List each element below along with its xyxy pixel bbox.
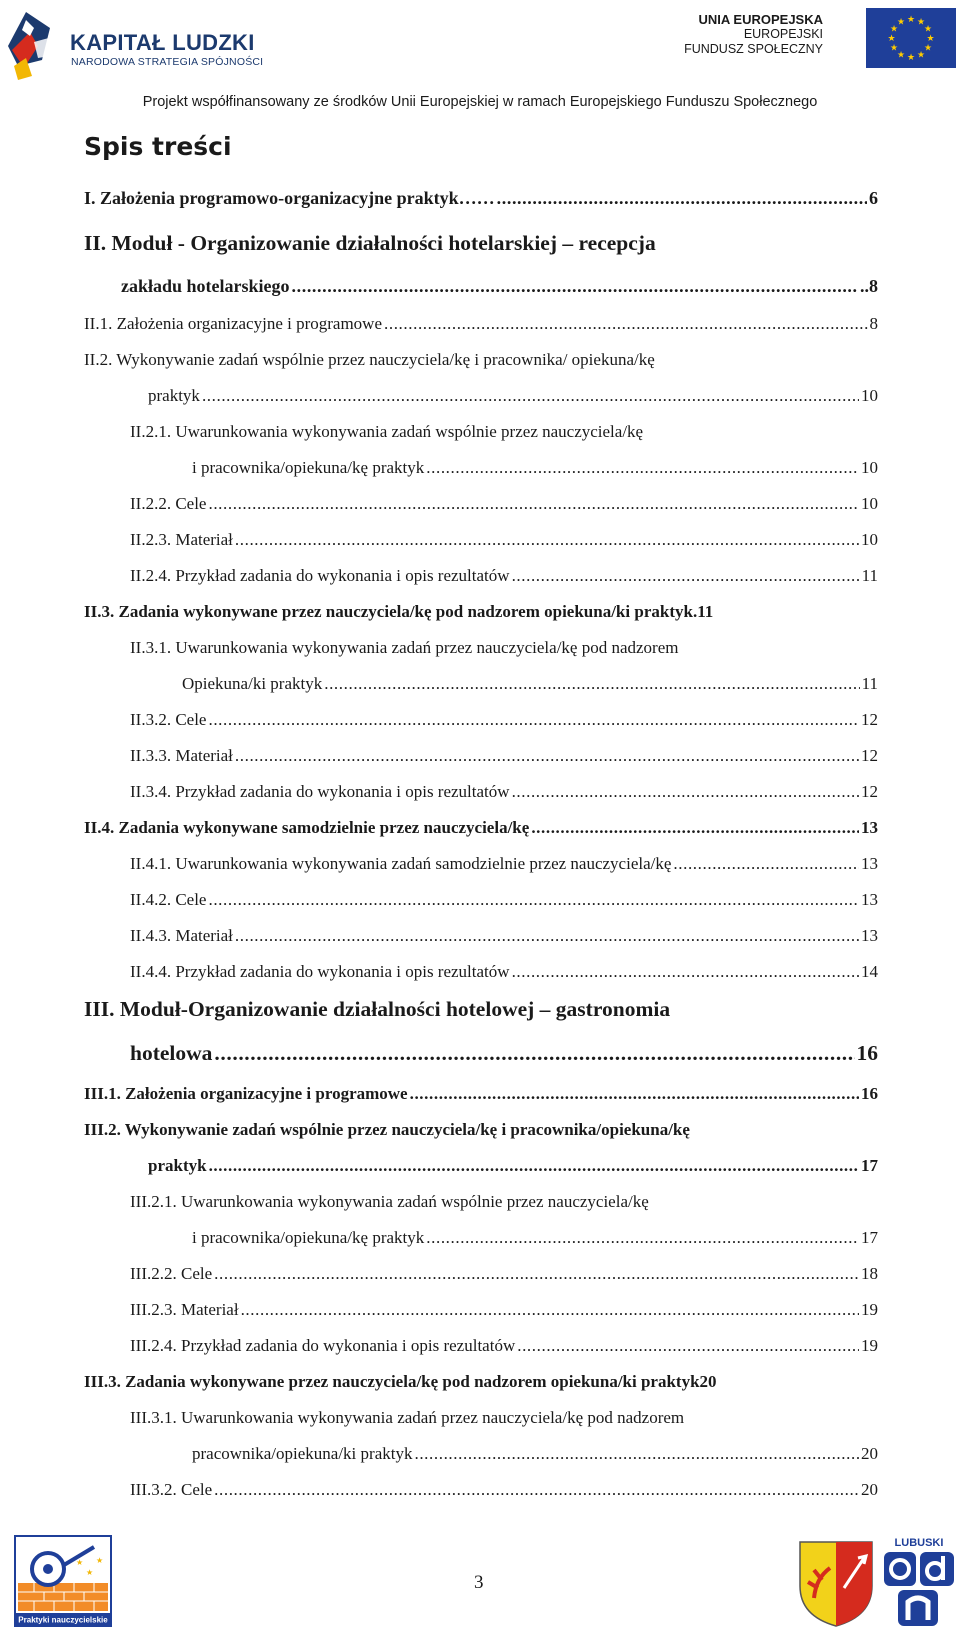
kapital-ludzki-subtitle: NARODOWA STRATEGIA SPÓJNOŚCI	[71, 56, 264, 68]
toc-entry-page: 12	[861, 782, 878, 801]
toc-entry-page: 11	[861, 566, 878, 585]
svg-text:★: ★	[906, 53, 916, 63]
kapital-ludzki-title: KAPITAŁ LUDZKI	[70, 30, 255, 55]
toc-dot-leader	[517, 1336, 859, 1356]
svg-text:★: ★	[889, 43, 899, 54]
toc-entry-title: II.2.3. Materiał	[130, 530, 233, 549]
toc-entry-page: 13	[861, 854, 878, 873]
toc-entry[interactable]	[130, 854, 878, 874]
svg-text:★: ★	[896, 50, 906, 61]
toc-dot-leader	[209, 1156, 859, 1176]
toc-entry-page: 10	[861, 458, 878, 477]
page-title: Spis treści	[84, 132, 232, 161]
toc-entry[interactable]	[130, 530, 878, 550]
svg-text:★: ★	[889, 24, 899, 35]
toc-dot-leader	[673, 854, 859, 874]
svg-text:★: ★	[926, 34, 935, 44]
toc-entry-title[interactable]: III.2.1. Uwarunkowania wykonywania zadań wspólnie przez nauczyciela/kę	[130, 1192, 649, 1211]
toc-dot-leader	[497, 188, 867, 209]
toc-entry-title: II.2.2. Cele	[130, 494, 207, 513]
toc-entry-page: 20	[699, 1372, 717, 1391]
page-number: 3	[474, 1572, 484, 1593]
lubuski-label: LUBUSKI	[894, 1537, 944, 1549]
svg-text:★: ★	[896, 17, 906, 28]
toc-entry[interactable]	[130, 962, 878, 982]
toc-entry-title: II.2.4. Przykład zadania do wykonania i opis rezultatów	[130, 566, 510, 585]
toc-entry[interactable]	[130, 1264, 878, 1284]
toc-entry-page: 17	[861, 1156, 878, 1175]
praktyki-nauczycielskie-logo	[14, 1535, 112, 1627]
eu-line-3: FUNDUSZ SPOŁECZNY	[684, 42, 823, 56]
toc-entry-title: II.3.3. Materiał	[130, 746, 233, 765]
toc-dot-leader	[512, 962, 859, 982]
toc-entry[interactable]	[130, 1480, 878, 1500]
toc-entry[interactable]	[148, 1156, 878, 1176]
toc-entry[interactable]	[148, 386, 878, 406]
toc-dot-leader	[410, 1084, 859, 1104]
toc-entry[interactable]	[130, 566, 878, 586]
toc-entry[interactable]	[130, 710, 878, 730]
toc-entry-title: II.4.2. Cele	[130, 890, 207, 909]
svg-text:★: ★	[916, 50, 926, 61]
toc-dot-leader	[426, 1228, 859, 1248]
toc-entry[interactable]	[130, 1041, 878, 1066]
toc-dot-leader	[214, 1480, 859, 1500]
toc-dot-leader	[531, 818, 859, 838]
toc-entry-page: 18	[861, 1264, 878, 1283]
svg-text:★: ★	[887, 34, 896, 44]
toc-dot-leader	[512, 566, 860, 586]
toc-entry[interactable]	[84, 1372, 878, 1392]
toc-entry[interactable]	[130, 1336, 878, 1356]
eu-line-2: EUROPEJSKI	[743, 27, 823, 41]
toc-entry[interactable]	[182, 674, 878, 694]
toc-entry-title[interactable]: III.2. Wykonywanie zadań wspólnie przez nauczyciela/kę i pracownika/opiekuna/kę	[84, 1120, 690, 1139]
toc-entry-title: III.2.3. Materiał	[130, 1300, 239, 1319]
toc-entry-title: II.4. Zadania wykonywane samodzielnie przez nauczyciela/kę	[84, 818, 530, 837]
toc-entry-page: .11	[692, 602, 714, 621]
toc-entry-title[interactable]: III. Moduł-Organizowanie działalności hotelowej – gastronomia	[84, 997, 671, 1021]
toc-entry-title: i pracownika/opiekuna/kę praktyk	[192, 1228, 425, 1247]
toc-entry-page: 16	[861, 1084, 878, 1103]
toc-entry-page: 19	[861, 1300, 878, 1319]
toc-dot-leader	[292, 276, 858, 297]
toc-entry[interactable]	[130, 746, 878, 766]
toc-dot-leader	[208, 890, 859, 910]
toc-entry[interactable]	[192, 458, 878, 478]
toc-entry-title: praktyk	[148, 1156, 207, 1175]
toc-entry[interactable]	[130, 926, 878, 946]
toc-entry-page: 10	[861, 494, 878, 513]
eu-fund-label	[684, 12, 823, 57]
toc-entry-title: II.1. Założenia organizacyjne i programowe	[84, 314, 382, 333]
toc-dot-leader	[324, 674, 859, 694]
toc-entry-title: III.3. Zadania wykonywane przez nauczyciela/kę pod nadzorem opiekuna/ki praktyk	[84, 1372, 700, 1391]
toc-entry-page: 10	[861, 530, 878, 549]
toc-entry-title: I. Założenia programowo-organizacyjne praktyk……	[84, 188, 495, 208]
toc-entry[interactable]	[84, 1084, 878, 1104]
toc-entry-page: 14	[861, 962, 878, 981]
toc-entry-page: 17	[861, 1228, 878, 1247]
toc-entry-page: 12	[861, 710, 878, 729]
toc-dot-leader	[241, 1300, 859, 1320]
toc-entry-page: 10	[861, 386, 878, 405]
toc-entry-title[interactable]: II.2.1. Uwarunkowania wykonywania zadań wspólnie przez nauczyciela/kę	[130, 422, 644, 441]
toc-entry-title: III.1. Założenia organizacyjne i programowe	[84, 1084, 408, 1103]
toc-entry-title: III.2.4. Przykład zadania do wykonania i opis rezultatów	[130, 1336, 516, 1355]
toc-dot-leader	[235, 746, 859, 766]
toc-entry[interactable]	[84, 314, 878, 334]
toc-entry-title: hotelowa	[130, 1041, 213, 1065]
svg-text:★: ★	[923, 24, 933, 35]
toc-entry[interactable]	[84, 602, 878, 622]
toc-entry-title: pracownika/opiekuna/ki praktyk	[192, 1444, 413, 1463]
toc-entry-title: i pracownika/opiekuna/kę praktyk	[192, 458, 425, 477]
toc-entry-title[interactable]: II. Moduł - Organizowanie działalności hotelarskiej – recepcja	[84, 231, 656, 255]
toc-entry[interactable]	[121, 276, 878, 297]
toc-entry[interactable]	[130, 494, 878, 514]
toc-entry-page: 20	[861, 1444, 878, 1463]
toc-entry-page: 6	[869, 188, 878, 208]
toc-entry-page: 8	[869, 314, 878, 333]
toc-dot-leader	[214, 1264, 859, 1284]
toc-entry-page: 20	[861, 1480, 878, 1499]
toc-entry-title[interactable]: III.3.1. Uwarunkowania wykonywania zadań przez nauczyciela/kę pod nadzorem	[130, 1408, 685, 1427]
toc-entry-page: 13	[861, 890, 878, 909]
toc-entry[interactable]	[192, 1228, 878, 1248]
toc-dot-leader	[512, 782, 859, 802]
toc-entry-title: II.4.1. Uwarunkowania wykonywania zadań samodzielnie przez nauczyciela/kę	[130, 854, 672, 873]
toc-entry-page: ..8	[860, 276, 878, 296]
svg-text:★: ★	[916, 17, 926, 28]
toc-entry-title[interactable]: II.3.1. Uwarunkowania wykonywania zadań przez nauczyciela/kę pod nadzorem	[130, 638, 679, 657]
project-cofinancing-line: Projekt współfinansowany ze środków Unii Europejskiej w ramach Europejskiego Funduszu Społecznego	[142, 94, 818, 110]
toc-entry[interactable]	[84, 188, 878, 209]
toc-entry-title: III.2.2. Cele	[130, 1264, 213, 1283]
eu-line-1: UNIA EUROPEJSKA	[698, 12, 823, 27]
toc-dot-leader	[208, 494, 859, 514]
toc-entry-page: 13	[861, 818, 878, 837]
toc-entry-title: II.3.4. Przykład zadania do wykonania i opis rezultatów	[130, 782, 510, 801]
toc-entry-title: zakładu hotelarskiego	[121, 276, 290, 296]
coat-of-arms-icon	[796, 1538, 876, 1628]
toc-entry-page: 12	[861, 746, 878, 765]
toc-entry-title: praktyk	[148, 386, 200, 405]
toc-dot-leader	[208, 710, 859, 730]
page-header	[0, 0, 960, 120]
toc-dot-leader	[426, 458, 859, 478]
toc-entry[interactable]	[192, 1444, 878, 1464]
svg-text:★: ★	[86, 1568, 94, 1577]
toc-entry-page: 13	[861, 926, 878, 945]
svg-text:★: ★	[923, 43, 933, 54]
svg-text:★: ★	[76, 1558, 84, 1567]
svg-text:★: ★	[906, 15, 916, 25]
toc-dot-leader	[384, 314, 868, 334]
toc-entry-title: III.3.2. Cele	[130, 1480, 213, 1499]
toc-entry-title: II.3. Zadania wykonywane przez nauczyciela/kę pod nadzorem opiekuna/ki praktyk	[84, 602, 693, 621]
toc-entry[interactable]	[84, 818, 878, 838]
toc-entry-title: II.3.2. Cele	[130, 710, 207, 729]
toc-dot-leader	[214, 1041, 854, 1066]
toc-dot-leader	[235, 530, 859, 550]
toc-dot-leader	[414, 1444, 859, 1464]
svg-text:★: ★	[96, 1556, 104, 1565]
toc-entry[interactable]	[130, 782, 878, 802]
toc-entry-title: II.4.3. Materiał	[130, 926, 233, 945]
logo-caption: Praktyki nauczycielskie	[18, 1615, 108, 1625]
toc-dot-leader	[235, 926, 859, 946]
toc-dot-leader	[202, 386, 859, 406]
lubuski-od-nowa-logo	[880, 1534, 958, 1628]
toc-entry-page: 16	[856, 1041, 878, 1065]
toc-entry-title: II.4.4. Przykład zadania do wykonania i opis rezultatów	[130, 962, 510, 981]
toc-entry[interactable]	[130, 890, 878, 910]
toc-entry-title[interactable]: II.2. Wykonywanie zadań wspólnie przez nauczyciela/kę i pracownika/ opiekuna/kę	[84, 350, 655, 369]
toc-entry-page: 11	[861, 674, 878, 693]
eu-flag-icon	[866, 8, 956, 68]
toc-entry[interactable]	[130, 1300, 878, 1320]
toc-entry-page: 19	[861, 1336, 878, 1355]
toc-entry-title: Opiekuna/ki praktyk	[182, 674, 323, 693]
